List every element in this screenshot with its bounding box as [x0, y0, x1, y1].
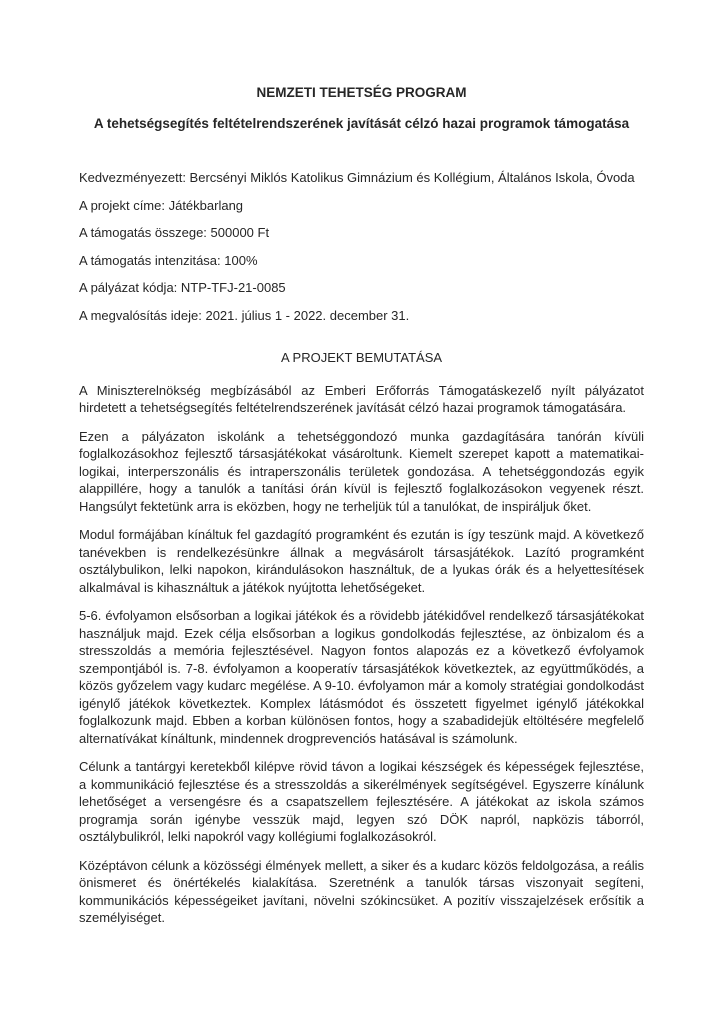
body-paragraph-5: Célunk a tantárgyi keretekből kilépve rövid távon a logikai készségek és képességek fejlesztése, a kommunikáció fejlesztése és a stresszoldás a sikerélmények segítségével. Egyszerre kínálunk lehetőséget a versengésre és a csapatszellem fejlesztésére. A játékokat az iskola számos programja során igénybe vesszük majd, legyen szó DÖK napról, napközis táborról, osztálybulikról, lelki napokról vagy kollégiumi foglalkozásokról.	[79, 759, 644, 844]
document-title: NEMZETI TEHETSÉG PROGRAM	[256, 85, 467, 100]
body-paragraph-2: Ezen a pályázaton iskolánk a tehetséggondozó munka gazdagítására tanórán kívüli foglalkozásokhoz fejlesztő társasjátékokat vásároltunk. Kiemelt szerepet kapott a matematikai-logikai, interperszonális és intraperszonális területek gondozása. A tehetséggondozás egyik alappillére, hogy a tanulók a tanítási órán kívül is fejlesztő foglalkozásokon vegyenek részt. Hangsúlyt fektetünk arra is eközben, hogy ne terheljük túl a tanulókat, de inspiráljuk őket.	[79, 428, 644, 514]
detail-grant-intensity: A támogatás intenzitása: 100%	[79, 252, 258, 268]
detail-application-code: A pályázat kódja: NTP-TFJ-21-0085	[79, 280, 286, 295]
project-details	[79, 169, 644, 324]
detail-grant-amount: A támogatás összege: 500000 Ft	[79, 225, 270, 240]
detail-project-title: A projekt címe: Játékbarlang	[79, 197, 244, 213]
body-paragraph-3: Modul formájában kínáltuk fel gazdagító programként és ezután is így teszünk majd. A következő tanévekben is rendelkezésünkre állnak a megvásárolt társasjátékok. Lazító programként osztálybulikon, lelki napokon, kirándulásokon használtuk, de a lyukas órák és a helyettesítések alkalmával is kihasználtuk a játékok nyújtotta lehetőségeket.	[79, 527, 644, 595]
body-paragraph-1: A Miniszterelnökség megbízásából az Emberi Erőforrás Támogatáskezelő nyílt pályázatot hirdetett a tehetségsegítés feltételrendszerének javítását célzó hazai programok támogatására.	[79, 382, 644, 415]
body-paragraph-6: Középtávon célunk a közösségi élmények mellett, a siker és a kudarc közös feldolgozása, a reális önismeret és önértékelés kialakítása. Szeretnénk a tanulók társas viszonyait segíteni, kommunikációs képességeiket javítani, növelni szókincsüket. A pozitív visszajelzések erősítik a személyiséget.	[79, 857, 644, 925]
section-heading-project-presentation: A PROJEKT BEMUTATÁSA	[280, 350, 443, 365]
document-subtitle: A tehetségsegítés feltételrendszerének javítását célzó hazai programok támogatása	[93, 115, 630, 131]
detail-beneficiary: Kedvezményezett: Bercsényi Miklós Katolikus Gimnázium és Kollégium, Általános Iskola, Óvoda	[79, 170, 635, 185]
detail-implementation-period: A megvalósítás ideje: 2021. július 1 - 2022. december 31.	[79, 307, 410, 323]
body-paragraph-4: 5-6. évfolyamon elsősorban a logikai játékok és a rövidebb játékidővel rendelkező társasjátékokat használjuk majd. Ezek célja elsősorban a logikus gondolkodás fejlesztése, az önbizalom és a stresszoldás a memória fejlesztésével. Nagyon fontos alapozás ez a következő évfolyamok szempontjából is. 7-8. évfolyamon a kooperatív társasjátékok következtek, az együttműködés, a közös győzelem vagy kudarc megélése. A 9-10. évfolyamon már a komoly stratégiai gondolkodást igénylő játékok következtek. Komplex látásmódot és összetett figyelmet igénylő játékokkal foglalkozunk majd. Ebben a korban különösen fontos, hogy a szabadidejük eltöltésére megfelelő alternatívákat kínáltunk, mindennek drogprevenciós hatásával is számolunk.	[79, 608, 644, 746]
